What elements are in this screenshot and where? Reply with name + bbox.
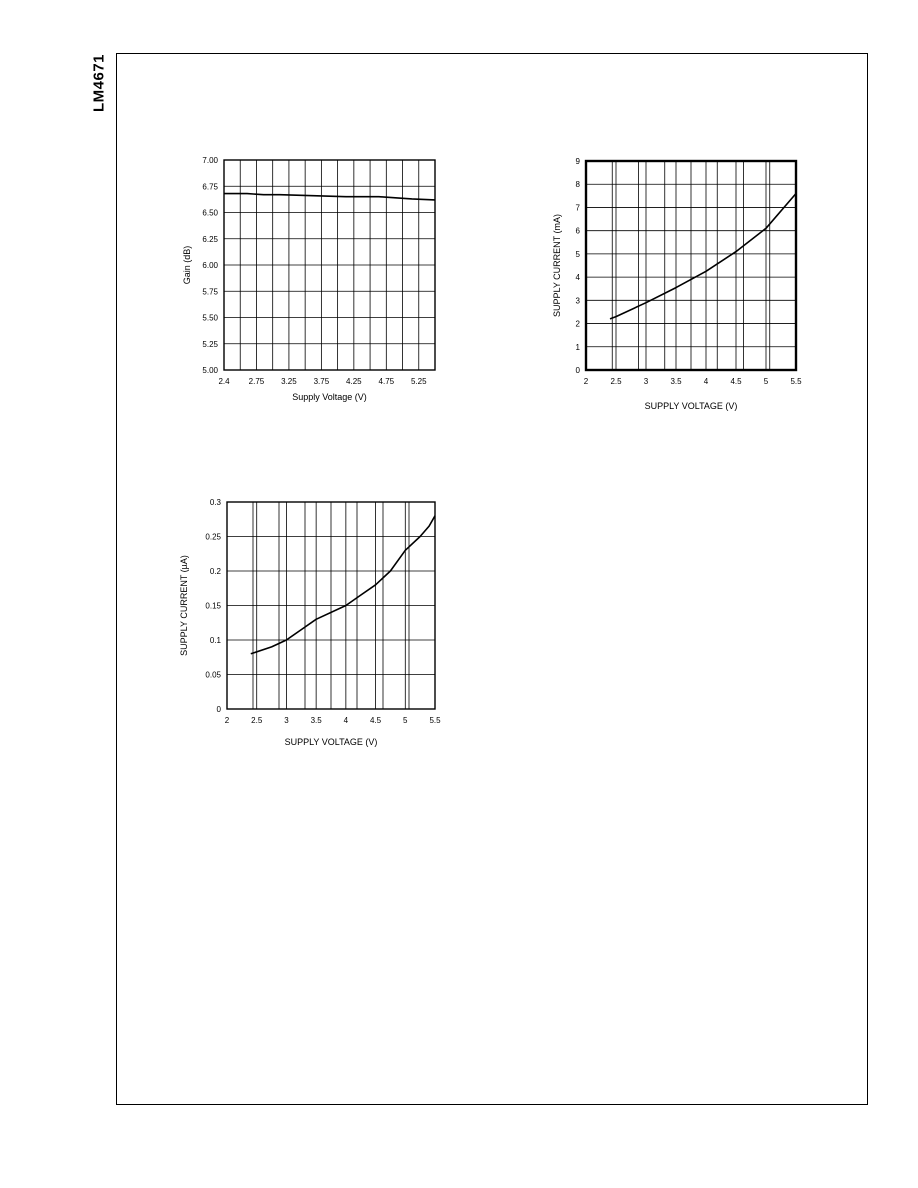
y-tick-label: 9	[575, 157, 580, 166]
x-axis-label: SUPPLY VOLTAGE (V)	[284, 737, 378, 747]
y-axis-label: SUPPLY CURRENT (µA)	[179, 555, 189, 656]
y-tick-label: 7.00	[202, 156, 218, 165]
x-tick-label: 3.5	[670, 377, 682, 386]
x-tick-label: 4	[703, 377, 709, 386]
y-tick-label: 2	[575, 319, 580, 329]
x-tick-label: 5.5	[429, 716, 441, 725]
y-tick-label: 7	[575, 203, 580, 213]
y-tick-label: 6.25	[202, 234, 218, 244]
x-tick-label: 4.5	[370, 716, 382, 725]
x-tick-label: 5.25	[410, 377, 427, 386]
y-tick-label: 0.25	[205, 532, 221, 542]
part-number-text: LM4671	[90, 53, 108, 113]
y-tick-label: 6.00	[202, 261, 218, 270]
x-tick-label: 5.5	[790, 377, 802, 386]
x-tick-label: 3.5	[310, 716, 322, 725]
y-tick-label: 0.2	[209, 567, 221, 576]
part-number-label	[86, 52, 112, 114]
y-tick-label: 8	[575, 180, 580, 190]
y-tick-label: 0.05	[205, 670, 221, 680]
x-tick-label: 4.25	[346, 377, 362, 386]
y-tick-label: 1	[575, 342, 580, 352]
y-tick-label: 0	[575, 366, 580, 375]
x-tick-label: 2.5	[610, 377, 622, 386]
gain-vs-supply-voltage-chart	[170, 150, 450, 410]
x-tick-label: 2.4	[218, 377, 230, 386]
x-tick-label: 4	[343, 716, 349, 725]
y-tick-label: 3	[575, 296, 580, 306]
x-tick-label: 3.25	[281, 377, 297, 386]
x-tick-label: 4.75	[378, 377, 395, 386]
supply-current-ma-vs-supply-voltage-chart	[540, 150, 820, 420]
y-tick-label: 5.75	[202, 287, 218, 297]
x-tick-label: 2	[224, 716, 230, 725]
y-tick-label: 0.1	[209, 636, 221, 645]
x-tick-label: 3	[643, 377, 649, 386]
y-tick-label: 0.3	[209, 498, 221, 507]
x-tick-label: 3	[284, 716, 289, 725]
series-line	[224, 194, 435, 200]
x-axis-label: Supply Voltage (V)	[292, 392, 367, 402]
y-tick-label: 0	[216, 705, 221, 714]
y-tick-label: 5	[575, 249, 580, 259]
x-tick-label: 2	[583, 377, 589, 386]
y-tick-label: 5.50	[202, 313, 218, 323]
y-tick-label: 6.75	[202, 182, 218, 192]
x-tick-label: 2.75	[248, 377, 265, 386]
y-tick-label: 6	[575, 226, 580, 236]
x-tick-label: 2.5	[251, 716, 263, 725]
x-axis-label: SUPPLY VOLTAGE (V)	[644, 401, 738, 411]
x-tick-label: 3.75	[313, 377, 330, 386]
supply-current-ua-vs-supply-voltage-chart	[165, 492, 455, 762]
y-tick-label: 4	[575, 273, 580, 283]
y-tick-label: 0.15	[205, 601, 221, 611]
y-tick-label: 5.00	[202, 366, 218, 375]
x-tick-label: 4.5	[730, 377, 742, 386]
y-axis-label: SUPPLY CURRENT (mA)	[552, 213, 562, 318]
x-tick-label: 5	[763, 377, 769, 386]
y-tick-label: 6.50	[202, 208, 218, 218]
y-axis-label: Gain (dB)	[182, 245, 192, 285]
y-tick-label: 5.25	[202, 339, 218, 349]
x-tick-label: 5	[403, 716, 408, 725]
